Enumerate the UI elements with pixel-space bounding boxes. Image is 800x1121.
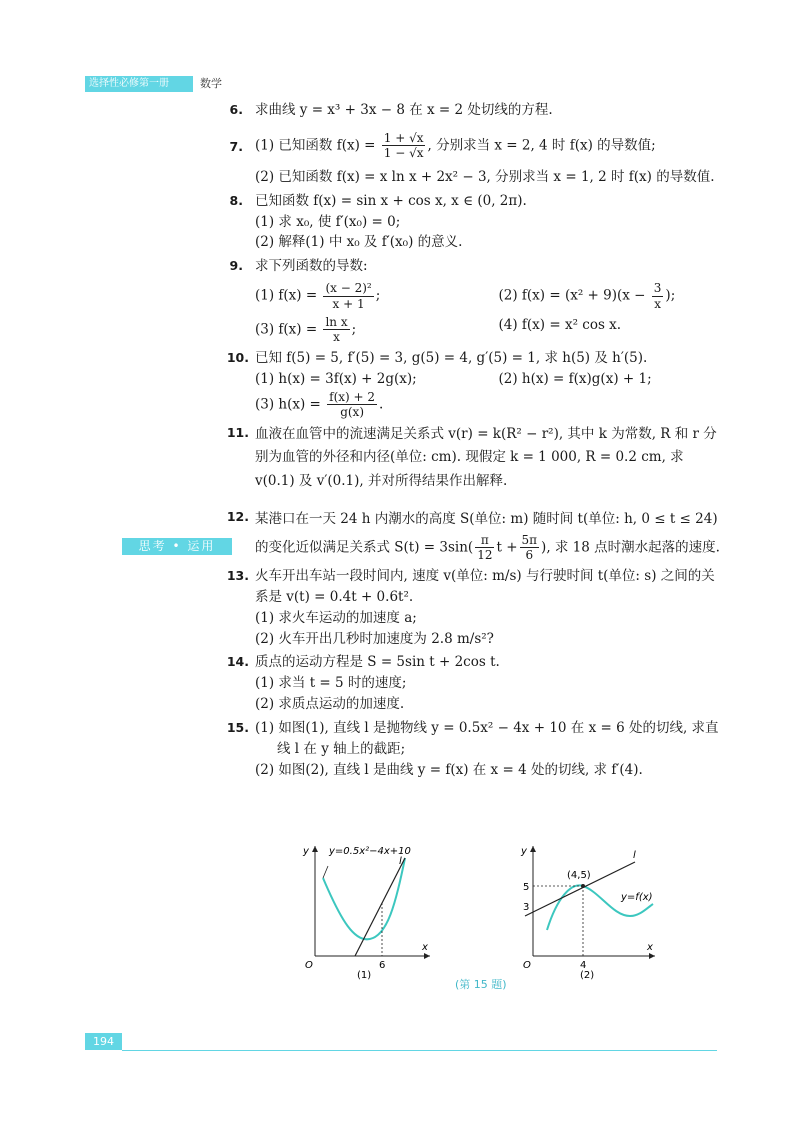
origin-label: O	[523, 960, 531, 971]
tick-4: 4	[580, 960, 587, 971]
figure-1	[302, 846, 430, 981]
tick-3: 3	[523, 902, 530, 913]
part-text: .	[379, 396, 384, 413]
denominator: 1 − √x	[383, 146, 424, 161]
curve-label: y=f(x)	[621, 892, 653, 903]
problem-9-part-3	[255, 315, 477, 345]
part-text: t +	[496, 539, 518, 556]
problem-15-part-2: (2) 如图(2), 直线 l 是曲线 y = f(x) 在 x = 4 处的切线, 求 f′(4).	[255, 762, 643, 779]
problem-number: 6.	[229, 102, 243, 117]
line-label: l	[399, 856, 402, 867]
y-arrow	[530, 846, 536, 852]
problem-13-part-1: (1) 求火车运动的加速度 a;	[255, 609, 417, 626]
line-label: l	[633, 850, 636, 861]
figure-1-caption: (1)	[357, 970, 372, 981]
problem-13	[226, 566, 720, 650]
problem-15	[226, 718, 720, 781]
header-series: 选择性必修第一册	[85, 76, 193, 92]
x-arrow	[649, 953, 655, 959]
denominator: g(x)	[340, 405, 364, 420]
fraction	[323, 315, 349, 345]
part-text: 某港口在一天 24 h 内潮水的高度 S(单位: m) 随时间 t(单位: h, 0 ≤ t ≤ 24) 的变化近似满足关系式 S(t) = 3sin(	[255, 511, 718, 556]
problem-8-part-1: (1) 求 x₀, 使 f′(x₀) = 0;	[255, 213, 401, 230]
denominator: x	[654, 296, 661, 311]
problem-10-part-1: (1) h(x) = 3f(x) + 2g(x);	[255, 370, 417, 387]
problem-text: 火车开出车站一段时间内, 速度 v(单位: m/s) 与行驶时间 t(单位: s) 之间的关系是 v(t) = 0.4t + 0.6t².	[255, 567, 715, 605]
part-text: (1) 已知函数 f(x) =	[255, 137, 376, 154]
figure-2	[520, 846, 655, 981]
problem-9-part-1	[255, 281, 477, 311]
problem-8	[229, 191, 720, 254]
problem-text: 血液在血管中的流速满足关系式 v(r) = k(R² − r²), 其中 k 为常数, R 和 r 分别为血管的外径和内径(单位: cm). 现假定 k = 1 000, R = 0.2 cm, 求 v(0.1) 及 v′(0.1), 并对所得结果作出解释.	[255, 425, 717, 489]
problem-number: 13.	[226, 567, 249, 583]
page-number: 194	[85, 1033, 122, 1050]
part-text: ;	[375, 287, 381, 304]
header-subject: 数学	[200, 77, 222, 90]
problem-7-part-1	[255, 131, 720, 161]
y-axis-label: y	[303, 846, 309, 857]
problem-10-part-2: (2) h(x) = f(x)g(x) + 1;	[498, 370, 652, 387]
problem-text: 求曲线 y = x³ + 3x − 8 在 x = 2 处切线的方程.	[255, 102, 553, 118]
numerator: π	[475, 533, 494, 548]
fraction	[652, 281, 664, 311]
tick-5: 5	[523, 882, 530, 893]
problem-10	[226, 348, 720, 420]
problem-14-part-1: (1) 求当 t = 5 时的速度;	[255, 675, 407, 692]
footer-rule	[122, 1050, 717, 1051]
denominator: 12	[477, 548, 493, 563]
problem-14-part-2: (2) 求质点运动的加速度.	[255, 696, 405, 713]
problem-number: 14.	[226, 654, 249, 670]
problem-14	[226, 652, 720, 715]
problem-11	[226, 423, 720, 494]
part-text: , 分别求当 x = 2, 4 时 f(x) 的导数值;	[427, 137, 656, 154]
numerator: 5π	[521, 533, 538, 548]
x-arrow	[424, 953, 430, 959]
problem-list	[226, 100, 720, 784]
problem-7-part-2: (2) 已知函数 f(x) = x ln x + 2x² − 3, 分别求当 x = 1, 2 时 f(x) 的导数值.	[255, 168, 715, 185]
problem-6	[229, 100, 720, 121]
problem-number: 12.	[226, 509, 249, 525]
problem-number: 15.	[226, 720, 249, 736]
fraction	[520, 533, 540, 563]
tangent-point	[581, 884, 585, 888]
problem-12	[226, 507, 720, 563]
problem-9	[229, 256, 720, 345]
numerator: (x − 2)²	[325, 281, 372, 296]
denominator: 6	[525, 548, 534, 563]
numerator: 3	[653, 281, 662, 296]
problem-text: 已知 f(5) = 5, f′(5) = 3, g(5) = 4, g′(5) = 1, 求 h(5) 及 h′(5).	[255, 349, 648, 366]
origin-label: O	[305, 960, 313, 971]
numerator: 1 + √x	[383, 130, 424, 145]
part-text: (3) h(x) =	[255, 396, 321, 413]
problem-number: 7.	[229, 138, 243, 154]
part-row	[255, 315, 720, 345]
fraction	[323, 281, 373, 311]
problem-text	[255, 507, 720, 562]
problem-7	[229, 130, 720, 188]
part-row	[255, 369, 720, 390]
figure-2-caption: (2)	[580, 970, 595, 981]
problem-15-part-1: (1) 如图(1), 直线 l 是抛物线 y = 0.5x² − 4x + 10 在 x = 6 处的切线, 求直线 l 在 y 轴上的截距;	[255, 720, 719, 758]
problem-number: 9.	[229, 258, 243, 274]
problem-text: 求下列函数的导数:	[255, 258, 368, 275]
problem-number: 8.	[229, 192, 243, 208]
problem-9-part-4: (4) f(x) = x² cos x.	[498, 317, 622, 334]
problem-9-part-2	[477, 281, 721, 311]
fraction	[382, 131, 426, 161]
x-axis-label: x	[647, 942, 653, 953]
y-axis-label: y	[521, 846, 527, 857]
x-axis-label: x	[422, 942, 428, 953]
part-text: );	[665, 287, 676, 304]
problem-text: 质点的运动方程是 S = 5sin t + 2cos t.	[255, 654, 500, 671]
curve-label: y=0.5x²−4x+10	[329, 846, 411, 857]
problem-number: 10.	[226, 349, 249, 365]
part-text: (3) f(x) =	[255, 321, 318, 338]
part-text: ), 求 18 点时潮水起落的速度.	[541, 539, 720, 556]
part-row	[255, 281, 720, 311]
tick-6: 6	[379, 960, 386, 971]
figures	[295, 838, 675, 988]
tangent-line	[355, 858, 405, 956]
section-tag: 思考 • 运用	[122, 538, 232, 555]
label-pointer	[323, 866, 328, 878]
denominator: x	[333, 330, 340, 345]
numerator: f(x) + 2	[329, 389, 376, 404]
part-text: (2) f(x) = (x² + 9)(x −	[498, 287, 646, 304]
part-text: ;	[351, 321, 357, 338]
figure-caption: (第 15 题)	[455, 978, 507, 991]
fraction	[475, 533, 494, 563]
problem-10-part-3	[255, 390, 720, 420]
point-label: (4,5)	[567, 870, 591, 881]
problem-13-part-2: (2) 火车开出几秒时加速度为 2.8 m/s²?	[255, 630, 494, 647]
fraction	[327, 390, 377, 420]
part-text: (1) f(x) =	[255, 287, 318, 304]
problem-8-part-2: (2) 解释(1) 中 x₀ 及 f′(x₀) 的意义.	[255, 234, 463, 251]
problem-text: 已知函数 f(x) = sin x + cos x, x ∈ (0, 2π).	[255, 192, 527, 209]
problem-number: 11.	[226, 424, 249, 440]
parabola-curve	[323, 858, 405, 939]
numerator: ln x	[325, 315, 348, 330]
denominator: x + 1	[332, 296, 365, 311]
y-arrow	[312, 846, 318, 852]
